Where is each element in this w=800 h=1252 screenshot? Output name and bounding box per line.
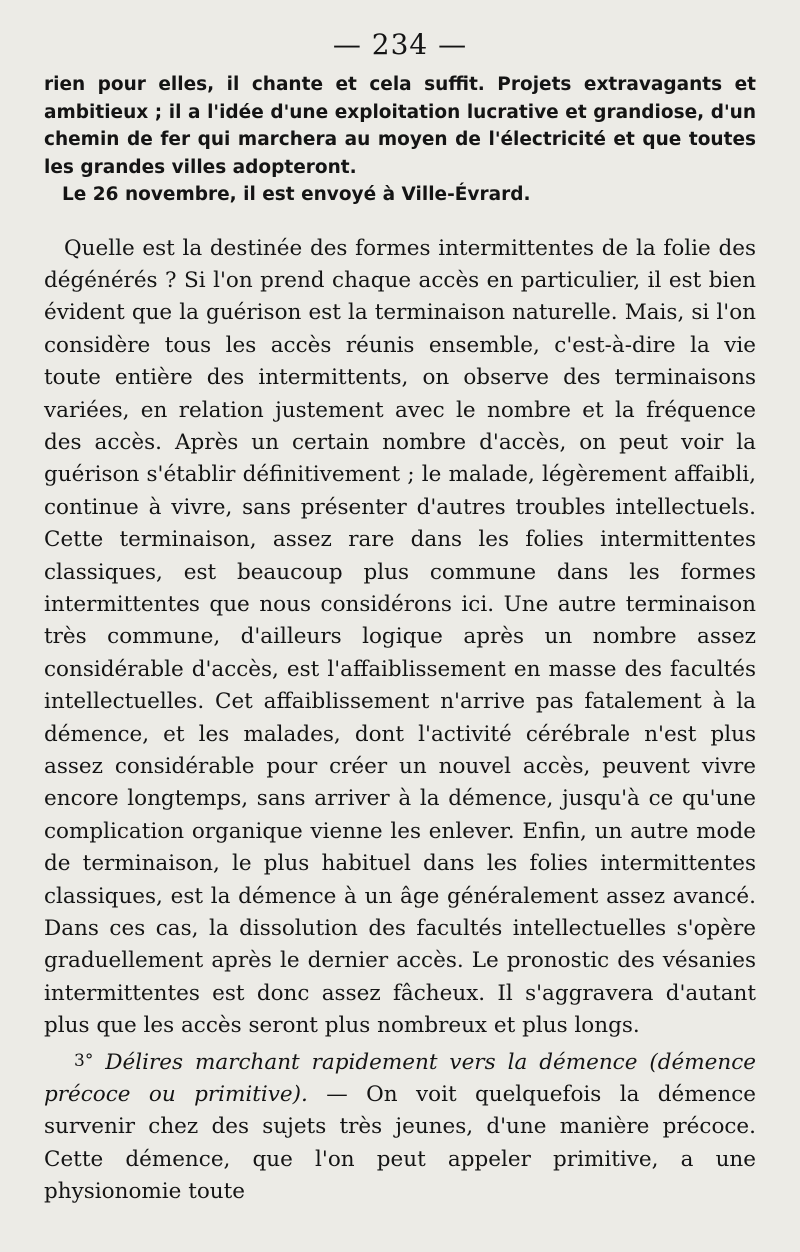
section-title: Délires marchant rapidement vers la démence (démence précoce ou primitive). — [44, 1049, 756, 1108]
main-paragraph: Quelle est la destinée des formes intermittentes de la folie des dégénérés ? Si l'on prend chaque accès en particulier, il est bien évident que la guérison est la terminaison naturelle. Mais, si l'on considère tous les accès réunis ensemble, c'est-à-dire la vie toute entière des intermittents, on observe des terminaisons variées, en relation justement avec le nombre et la fréquence des accès. Après un certain nombre d'accès, on peut voir la guérison s'établir définitivement ; le malade, légèrement affaibli, continue à vivre, sans présenter d'autres troubles intellectuels. Cette terminaison, assez rare dans les folies intermittentes classiques, est beaucoup plus commune dans les formes intermittentes que nous considérons ici. Une autre terminaison très commune, d'ailleurs logique après un nombre assez considérable d'accès, est l'affaiblissement en masse des facultés intellectuelles. Cet affaiblissement n'arrive pas fatalement à la démence, et les malades, dont l'activité cérébrale n'est plus assez considérable pour créer un nouvel accès, peuvent vivre encore longtemps, sans arriver à la démence, jusqu'à ce qu'une complication organique vienne les enlever. Enfin, un autre mode de terminaison, le plus habituel dans les folies intermittentes classiques, est la démence à un âge généralement assez avancé. Dans ces cas, la dissolution des facultés intellectuelles s'opère graduellement après le dernier accès. Le pronostic des vésanies intermittentes est donc assez fâcheux. Il s'aggravera d'autant plus que les accès seront plus nombreux et plus longs. — [44, 235, 756, 1039]
page-number: — 234 — — [332, 28, 468, 61]
section-dash: — — [307, 1082, 367, 1108]
case-note-transfer: Le 26 novembre, il est envoyé à Ville-Évrard. — [62, 184, 531, 205]
section-paragraph — [44, 1045, 756, 1209]
case-note-paragraph: rien pour elles, il chante et cela suffit. Projets extravagants et ambitieux ; il a l'idée d'une exploitation lucrative et grandiose, d'un chemin de fer qui marchera au moyen de l'électricité et que toutes les grandes villes adopteront. — [44, 74, 756, 178]
section-text: On voit quelquefois la démence survenir chez des sujets très jeunes, d'une manière précoce. Cette démence, que l'on peut appeler primitive, a une physionomie toute — [44, 1082, 756, 1205]
section-number: 3° — [74, 1050, 94, 1071]
